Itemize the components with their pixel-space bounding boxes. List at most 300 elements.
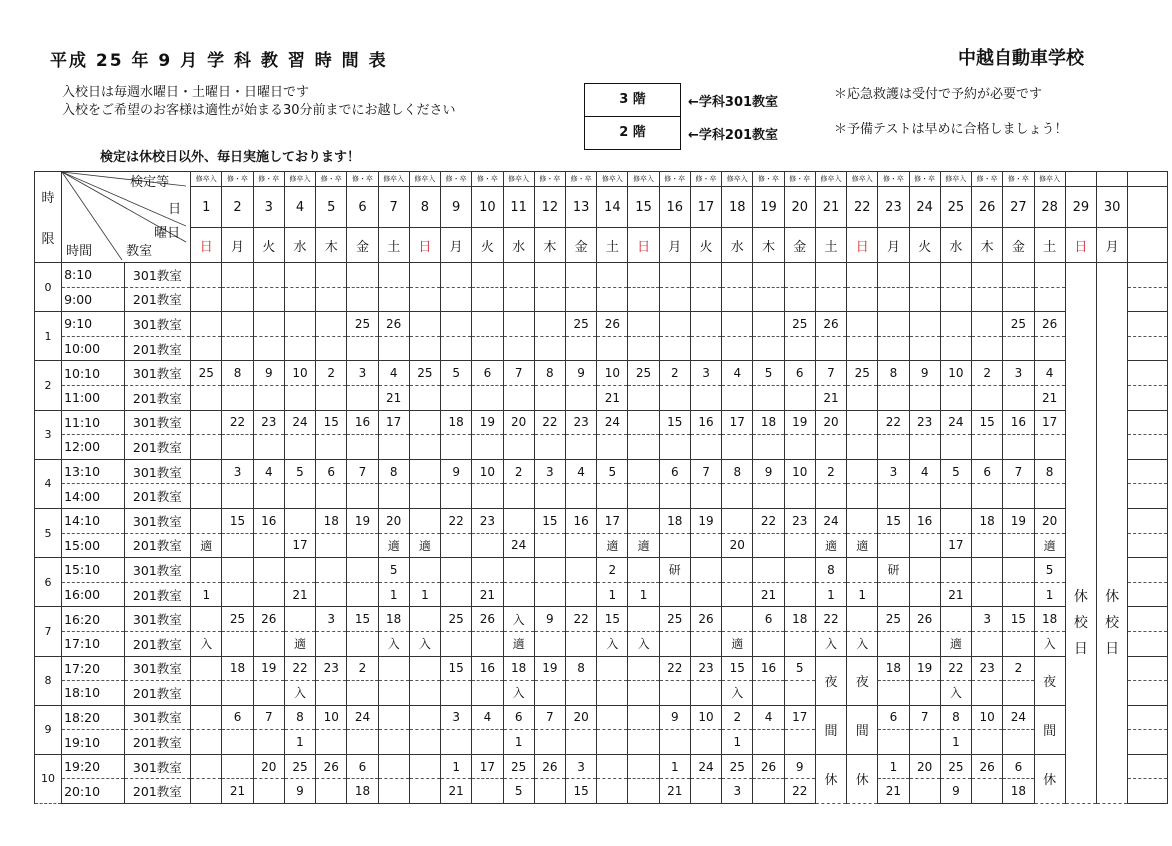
class-cell-201	[659, 730, 690, 755]
day-cell: 12	[534, 187, 565, 228]
class-cell-201	[534, 730, 565, 755]
class-cell-301: 15	[222, 508, 253, 533]
class-cell-201	[847, 336, 878, 361]
class-cell-301: 8	[378, 459, 409, 484]
class-cell-301	[191, 705, 222, 730]
class-cell-301: 22	[753, 508, 784, 533]
class-cell-301: 26	[597, 312, 628, 337]
class-cell-201	[503, 385, 534, 410]
class-cell-201	[1034, 435, 1065, 460]
class-cell-301: 25	[409, 361, 440, 386]
class-cell-201	[784, 681, 815, 706]
class-cell-301: 9	[441, 459, 472, 484]
blank-cell	[1128, 172, 1168, 187]
weekday-cell: 月	[878, 228, 909, 263]
weekday-cell: 水	[722, 228, 753, 263]
class-cell-301: 6	[753, 607, 784, 632]
exam-type-cell: 修・卒	[753, 172, 784, 187]
day-cell: 9	[441, 187, 472, 228]
class-cell-301	[222, 263, 253, 288]
class-cell-201	[565, 336, 596, 361]
class-cell-301: 7	[503, 361, 534, 386]
class-cell-201	[690, 779, 721, 804]
class-cell-301	[284, 607, 315, 632]
class-cell-201	[909, 779, 940, 804]
class-cell-301: 18	[753, 410, 784, 435]
class-cell-201	[441, 435, 472, 460]
class-cell-201	[253, 336, 284, 361]
class-cell-301: 10	[972, 705, 1003, 730]
class-cell-301: 26	[378, 312, 409, 337]
class-cell-201	[284, 287, 315, 312]
class-cell-301: 4	[722, 361, 753, 386]
class-cell-301: 18	[378, 607, 409, 632]
class-cell-201	[597, 681, 628, 706]
class-cell-201	[722, 484, 753, 509]
class-cell-301: 23	[253, 410, 284, 435]
class-cell-301: 15	[347, 607, 378, 632]
class-cell-301: 23	[472, 508, 503, 533]
class-cell-201	[690, 631, 721, 656]
weekday-cell: 水	[284, 228, 315, 263]
blank-cell	[1128, 656, 1168, 681]
entry-day-note: 入校日は毎週水曜日・土曜日・日曜日です	[62, 85, 310, 100]
class-cell-201: 1	[409, 582, 440, 607]
class-cell-301: 16	[253, 508, 284, 533]
class-cell-301	[628, 705, 659, 730]
day-cell: 23	[878, 187, 909, 228]
class-cell-301	[503, 508, 534, 533]
room-201: 201教室	[124, 287, 191, 312]
class-cell-201	[909, 287, 940, 312]
class-cell-201	[472, 779, 503, 804]
class-cell-301: 6	[503, 705, 534, 730]
class-cell-201	[565, 484, 596, 509]
class-cell-301: 6	[472, 361, 503, 386]
class-cell-201	[690, 730, 721, 755]
class-cell-201	[316, 533, 347, 558]
class-cell-301	[503, 312, 534, 337]
class-cell-301: 22	[284, 656, 315, 681]
class-cell-201	[472, 533, 503, 558]
start-time: 15:10	[62, 558, 124, 583]
class-cell-201	[909, 435, 940, 460]
class-cell-301	[1034, 263, 1065, 288]
class-cell-201	[284, 336, 315, 361]
exam-type-cell: 修卒入	[284, 172, 315, 187]
class-cell-301	[222, 754, 253, 779]
class-cell-301: 6	[316, 459, 347, 484]
class-cell-201	[222, 336, 253, 361]
start-time: 10:10	[62, 361, 124, 386]
class-cell-301	[409, 607, 440, 632]
class-cell-201	[191, 484, 222, 509]
class-cell-301: 8	[565, 656, 596, 681]
class-cell-301: 24	[815, 508, 846, 533]
class-cell-301: 7	[1003, 459, 1034, 484]
class-cell-301: 5	[753, 361, 784, 386]
class-cell-301	[409, 459, 440, 484]
day-cell: 21	[815, 187, 846, 228]
class-cell-201	[347, 730, 378, 755]
period-number: 7	[35, 607, 62, 656]
class-cell-301	[534, 558, 565, 583]
class-cell-201	[1034, 484, 1065, 509]
class-cell-301: 23	[690, 656, 721, 681]
class-cell-201: 9	[284, 779, 315, 804]
class-cell-301: 2	[659, 361, 690, 386]
class-cell-301: 6	[784, 361, 815, 386]
class-cell-301	[222, 558, 253, 583]
class-cell-301: 26	[690, 607, 721, 632]
class-cell-201	[972, 533, 1003, 558]
closed-day-char: 休	[1073, 589, 1088, 606]
class-cell-301: 6	[1003, 754, 1034, 779]
class-cell-201	[565, 631, 596, 656]
exam-type-cell: 修・卒	[253, 172, 284, 187]
day-label: 日	[168, 202, 182, 217]
class-cell-301: 23	[909, 410, 940, 435]
class-cell-301: 20	[253, 754, 284, 779]
room-301: 301教室	[124, 508, 191, 533]
class-cell-201: 1	[940, 730, 971, 755]
blank-cell	[1128, 754, 1168, 779]
class-cell-301: 19	[690, 508, 721, 533]
exam-type-cell: 修・卒	[441, 172, 472, 187]
class-cell-201	[909, 385, 940, 410]
class-cell-201	[815, 484, 846, 509]
class-cell-201	[253, 779, 284, 804]
class-cell-301: 10	[597, 361, 628, 386]
class-cell-201	[1003, 631, 1034, 656]
class-cell-301	[378, 656, 409, 681]
class-cell-301: 23	[565, 410, 596, 435]
first-aid-note: ＊応急救護は受付で予約が必要です	[834, 87, 1043, 102]
class-cell-301: 16	[753, 656, 784, 681]
exam-type-cell: 修・卒	[316, 172, 347, 187]
class-cell-201	[534, 631, 565, 656]
class-cell-301	[441, 312, 472, 337]
end-time: 14:00	[62, 484, 124, 509]
class-cell-201	[284, 435, 315, 460]
class-cell-201	[534, 582, 565, 607]
class-cell-201: 入	[722, 681, 753, 706]
class-cell-301	[472, 558, 503, 583]
class-cell-201	[628, 730, 659, 755]
class-cell-301	[316, 558, 347, 583]
class-cell-201	[503, 582, 534, 607]
class-cell-301	[1003, 263, 1034, 288]
day-cell: 18	[722, 187, 753, 228]
class-cell-201	[722, 336, 753, 361]
class-cell-201: 21	[659, 779, 690, 804]
class-cell-201: 入	[191, 631, 222, 656]
class-cell-301: 22	[878, 410, 909, 435]
exam-note: 検定は休校日以外、毎日実施しております！	[100, 150, 361, 165]
class-cell-301: 19	[347, 508, 378, 533]
class-cell-201	[1003, 336, 1034, 361]
class-cell-301: 4	[253, 459, 284, 484]
class-cell-201	[753, 681, 784, 706]
class-cell-301	[347, 558, 378, 583]
closed-day-char: 休	[1105, 589, 1120, 606]
class-cell-301: 25	[1003, 312, 1034, 337]
merged-class-cell: 夜	[1034, 656, 1065, 705]
class-cell-301: 6	[222, 705, 253, 730]
class-cell-201	[972, 681, 1003, 706]
class-cell-201	[441, 287, 472, 312]
class-cell-201	[628, 779, 659, 804]
class-cell-301: 7	[253, 705, 284, 730]
blank-cell	[1128, 558, 1168, 583]
start-time: 8:10	[62, 263, 124, 288]
class-cell-301	[784, 263, 815, 288]
room-label: 教室	[126, 244, 153, 259]
end-time: 17:10	[62, 631, 124, 656]
class-cell-301: 15	[878, 508, 909, 533]
class-cell-201: 24	[503, 533, 534, 558]
class-cell-301	[722, 508, 753, 533]
start-time: 17:20	[62, 656, 124, 681]
class-cell-201	[690, 435, 721, 460]
class-cell-301	[347, 263, 378, 288]
class-cell-301: 18	[1034, 607, 1065, 632]
class-cell-201	[316, 582, 347, 607]
class-cell-201	[753, 336, 784, 361]
room-301: 301教室	[124, 263, 191, 288]
blank-cell	[1128, 607, 1168, 632]
class-cell-201	[378, 435, 409, 460]
class-cell-301: 25	[441, 607, 472, 632]
class-cell-201	[347, 484, 378, 509]
class-cell-201: 入	[503, 681, 534, 706]
school-name: 中越自動車学校	[958, 48, 1084, 69]
class-cell-201	[597, 730, 628, 755]
class-cell-301: 19	[784, 410, 815, 435]
exam-type-cell: 修卒入	[815, 172, 846, 187]
class-cell-201	[909, 336, 940, 361]
class-cell-201	[191, 385, 222, 410]
class-cell-301: 26	[753, 754, 784, 779]
class-cell-301: 25	[847, 361, 878, 386]
weekday-cell: 日	[1065, 228, 1096, 263]
class-cell-301: 15	[972, 410, 1003, 435]
class-cell-301	[628, 754, 659, 779]
class-cell-301: 15	[597, 607, 628, 632]
room-201: 201教室	[124, 730, 191, 755]
class-cell-201	[441, 484, 472, 509]
class-cell-301: 25	[284, 754, 315, 779]
class-cell-301: 2	[815, 459, 846, 484]
weekday-cell: 日	[409, 228, 440, 263]
start-time: 14:10	[62, 508, 124, 533]
class-cell-301	[972, 558, 1003, 583]
class-cell-201: 21	[1034, 385, 1065, 410]
class-cell-201	[222, 582, 253, 607]
class-cell-301: 25	[565, 312, 596, 337]
start-time: 18:20	[62, 705, 124, 730]
merged-class-cell: 間	[1034, 705, 1065, 754]
class-cell-301	[659, 312, 690, 337]
class-cell-201	[753, 779, 784, 804]
end-time: 12:00	[62, 435, 124, 460]
merged-class-cell: 休	[815, 754, 846, 803]
class-cell-301: 18	[316, 508, 347, 533]
closed-day-cell-30	[1096, 263, 1127, 804]
class-cell-201	[441, 336, 472, 361]
exam-type-cell: 修・卒	[972, 172, 1003, 187]
class-cell-301: 2	[722, 705, 753, 730]
class-cell-201	[534, 287, 565, 312]
class-cell-201: 適	[191, 533, 222, 558]
blank-cell	[1128, 187, 1168, 228]
class-cell-201: 21	[878, 779, 909, 804]
class-cell-201: 21	[472, 582, 503, 607]
class-cell-201	[347, 385, 378, 410]
class-cell-201	[565, 435, 596, 460]
class-cell-201: 入	[1034, 631, 1065, 656]
end-time: 11:00	[62, 385, 124, 410]
class-cell-201: 18	[347, 779, 378, 804]
class-cell-301: 研	[878, 558, 909, 583]
class-cell-301: 8	[222, 361, 253, 386]
blank-cell	[1128, 582, 1168, 607]
class-cell-201	[347, 336, 378, 361]
class-cell-201	[441, 681, 472, 706]
blank-cell	[1128, 730, 1168, 755]
class-cell-301	[628, 508, 659, 533]
class-cell-301	[909, 312, 940, 337]
class-cell-301: 2	[972, 361, 1003, 386]
class-cell-201: 入	[284, 681, 315, 706]
class-cell-301	[628, 410, 659, 435]
class-cell-201	[565, 533, 596, 558]
class-cell-201	[503, 435, 534, 460]
end-time: 18:10	[62, 681, 124, 706]
class-cell-301: 10	[472, 459, 503, 484]
room-301: 301教室	[124, 754, 191, 779]
closed-day-char: 校	[1073, 615, 1088, 632]
class-cell-301: 4	[565, 459, 596, 484]
class-cell-201	[659, 533, 690, 558]
weekday-cell: 月	[441, 228, 472, 263]
class-cell-301	[815, 263, 846, 288]
class-cell-301	[191, 312, 222, 337]
class-cell-201: 17	[284, 533, 315, 558]
class-cell-301: 22	[222, 410, 253, 435]
class-cell-201	[909, 681, 940, 706]
day-cell: 30	[1096, 187, 1127, 228]
room-201: 201教室	[124, 631, 191, 656]
class-cell-301	[690, 263, 721, 288]
class-cell-301: 9	[565, 361, 596, 386]
class-cell-201	[784, 435, 815, 460]
room-201: 201教室	[124, 681, 191, 706]
day-cell: 3	[253, 187, 284, 228]
class-cell-301: 10	[784, 459, 815, 484]
exam-type-cell: 修・卒	[347, 172, 378, 187]
class-cell-201: 21	[284, 582, 315, 607]
class-cell-201: 21	[815, 385, 846, 410]
class-cell-201: 1	[503, 730, 534, 755]
class-cell-301: 3	[565, 754, 596, 779]
class-cell-301: 20	[503, 410, 534, 435]
class-cell-301: 2	[597, 558, 628, 583]
class-cell-301	[191, 656, 222, 681]
class-cell-301	[628, 312, 659, 337]
class-cell-201	[316, 336, 347, 361]
class-cell-201	[222, 631, 253, 656]
class-cell-301: 4	[909, 459, 940, 484]
class-cell-201: 適	[940, 631, 971, 656]
period-header	[35, 172, 62, 263]
class-cell-301: 26	[815, 312, 846, 337]
class-cell-201	[972, 385, 1003, 410]
class-cell-301: 16	[472, 656, 503, 681]
class-cell-201: 15	[565, 779, 596, 804]
class-cell-201	[659, 435, 690, 460]
class-cell-201	[753, 730, 784, 755]
class-cell-301	[628, 607, 659, 632]
period-number: 4	[35, 459, 62, 508]
class-cell-201	[628, 336, 659, 361]
class-cell-301: 9	[253, 361, 284, 386]
class-cell-201	[316, 779, 347, 804]
class-cell-301: 24	[940, 410, 971, 435]
class-cell-301: 16	[347, 410, 378, 435]
period-number: 9	[35, 705, 62, 754]
class-cell-301: 15	[441, 656, 472, 681]
class-cell-201	[222, 435, 253, 460]
kentei-label: 検定等	[130, 175, 170, 190]
weekday-cell: 火	[909, 228, 940, 263]
class-cell-201	[503, 336, 534, 361]
period-number: 2	[35, 361, 62, 410]
class-cell-301: 2	[347, 656, 378, 681]
class-cell-301	[409, 410, 440, 435]
class-cell-301	[847, 263, 878, 288]
class-cell-201	[784, 385, 815, 410]
class-cell-301	[940, 312, 971, 337]
blank-cell	[1128, 484, 1168, 509]
day-cell: 1	[191, 187, 222, 228]
class-cell-201: 適	[284, 631, 315, 656]
class-cell-201	[409, 336, 440, 361]
class-cell-201	[534, 533, 565, 558]
blank-cell	[1128, 459, 1168, 484]
class-cell-301: 19	[909, 656, 940, 681]
class-cell-201	[534, 385, 565, 410]
exam-type-cell: 修卒入	[191, 172, 222, 187]
class-cell-301	[253, 558, 284, 583]
class-cell-201	[253, 533, 284, 558]
class-cell-201	[409, 484, 440, 509]
class-cell-201	[753, 287, 784, 312]
blank-cell	[1128, 705, 1168, 730]
class-cell-201	[472, 681, 503, 706]
class-cell-201	[565, 582, 596, 607]
blank-cell	[1128, 533, 1168, 558]
class-cell-201	[784, 336, 815, 361]
class-cell-301: 17	[784, 705, 815, 730]
class-cell-301: 5	[378, 558, 409, 583]
class-cell-301: 10	[284, 361, 315, 386]
class-cell-301: 2	[503, 459, 534, 484]
class-cell-301: 17	[722, 410, 753, 435]
class-cell-301: 26	[1034, 312, 1065, 337]
class-cell-301: 25	[878, 607, 909, 632]
class-cell-201	[316, 435, 347, 460]
